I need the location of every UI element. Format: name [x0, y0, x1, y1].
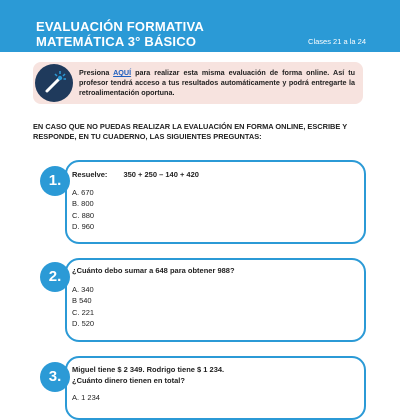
question-1-prompt: Resuelve: [72, 170, 108, 179]
question-3-number: 3. [40, 362, 70, 392]
question-2-text: ¿Cuánto debo sumar a 648 para obtener 988? [72, 266, 235, 275]
option-c: C. 221 [72, 307, 95, 317]
notice-text-start: Presiona [79, 68, 114, 77]
notice-text [79, 68, 355, 98]
aqui-link[interactable]: AQUÍ [113, 68, 132, 77]
question-1-expression: 350 + 250 – 140 + 420 [123, 170, 199, 179]
title-line-1: EVALUACIÓN FORMATIVA [36, 19, 204, 34]
title-line-2: MATEMÁTICA 3° BÁSICO [36, 34, 197, 49]
header-banner [0, 0, 400, 52]
instructions-text: EN CASO QUE NO PUEDAS REALIZAR LA EVALUACIÓN EN FORMA ONLINE, ESCRIBE Y RESPONDE, EN TU CUADERNO, LAS SIGUIENTES PREGUNTAS: [33, 122, 347, 142]
question-3-line-1: Miguel tiene $ 2 349. Rodrigo tiene $ 1 234. [72, 365, 225, 374]
question-3-options [72, 392, 100, 403]
option-b: B. 800 [72, 199, 94, 209]
question-3-text [72, 365, 224, 387]
classes-label: Clases 21 a la 24 [308, 37, 366, 46]
option-a: A. 340 [72, 285, 94, 294]
question-1-text [72, 170, 199, 181]
option-b: B 540 [72, 296, 92, 306]
notice-text-rest: para realizar esta misma evaluación de forma online. Así tu profesor tendrá acceso a tus resultados automáticamente y podrá entregarte la retroalimentación oportuna. [79, 68, 356, 98]
question-1-options [72, 187, 94, 232]
question-1-number: 1. [40, 166, 70, 196]
magic-wand-icon [35, 64, 73, 102]
option-d: D. 520 [72, 318, 95, 328]
question-3-line-2: ¿Cuánto dinero tienen en total? [72, 375, 185, 385]
option-a: A. 670 [72, 188, 94, 197]
option-d: D. 960 [72, 221, 95, 231]
question-2-options [72, 284, 94, 329]
question-2-number: 2. [40, 262, 70, 292]
option-c: C. 880 [72, 210, 95, 220]
option-a: A. 1 234 [72, 393, 100, 402]
online-notice [33, 62, 363, 104]
